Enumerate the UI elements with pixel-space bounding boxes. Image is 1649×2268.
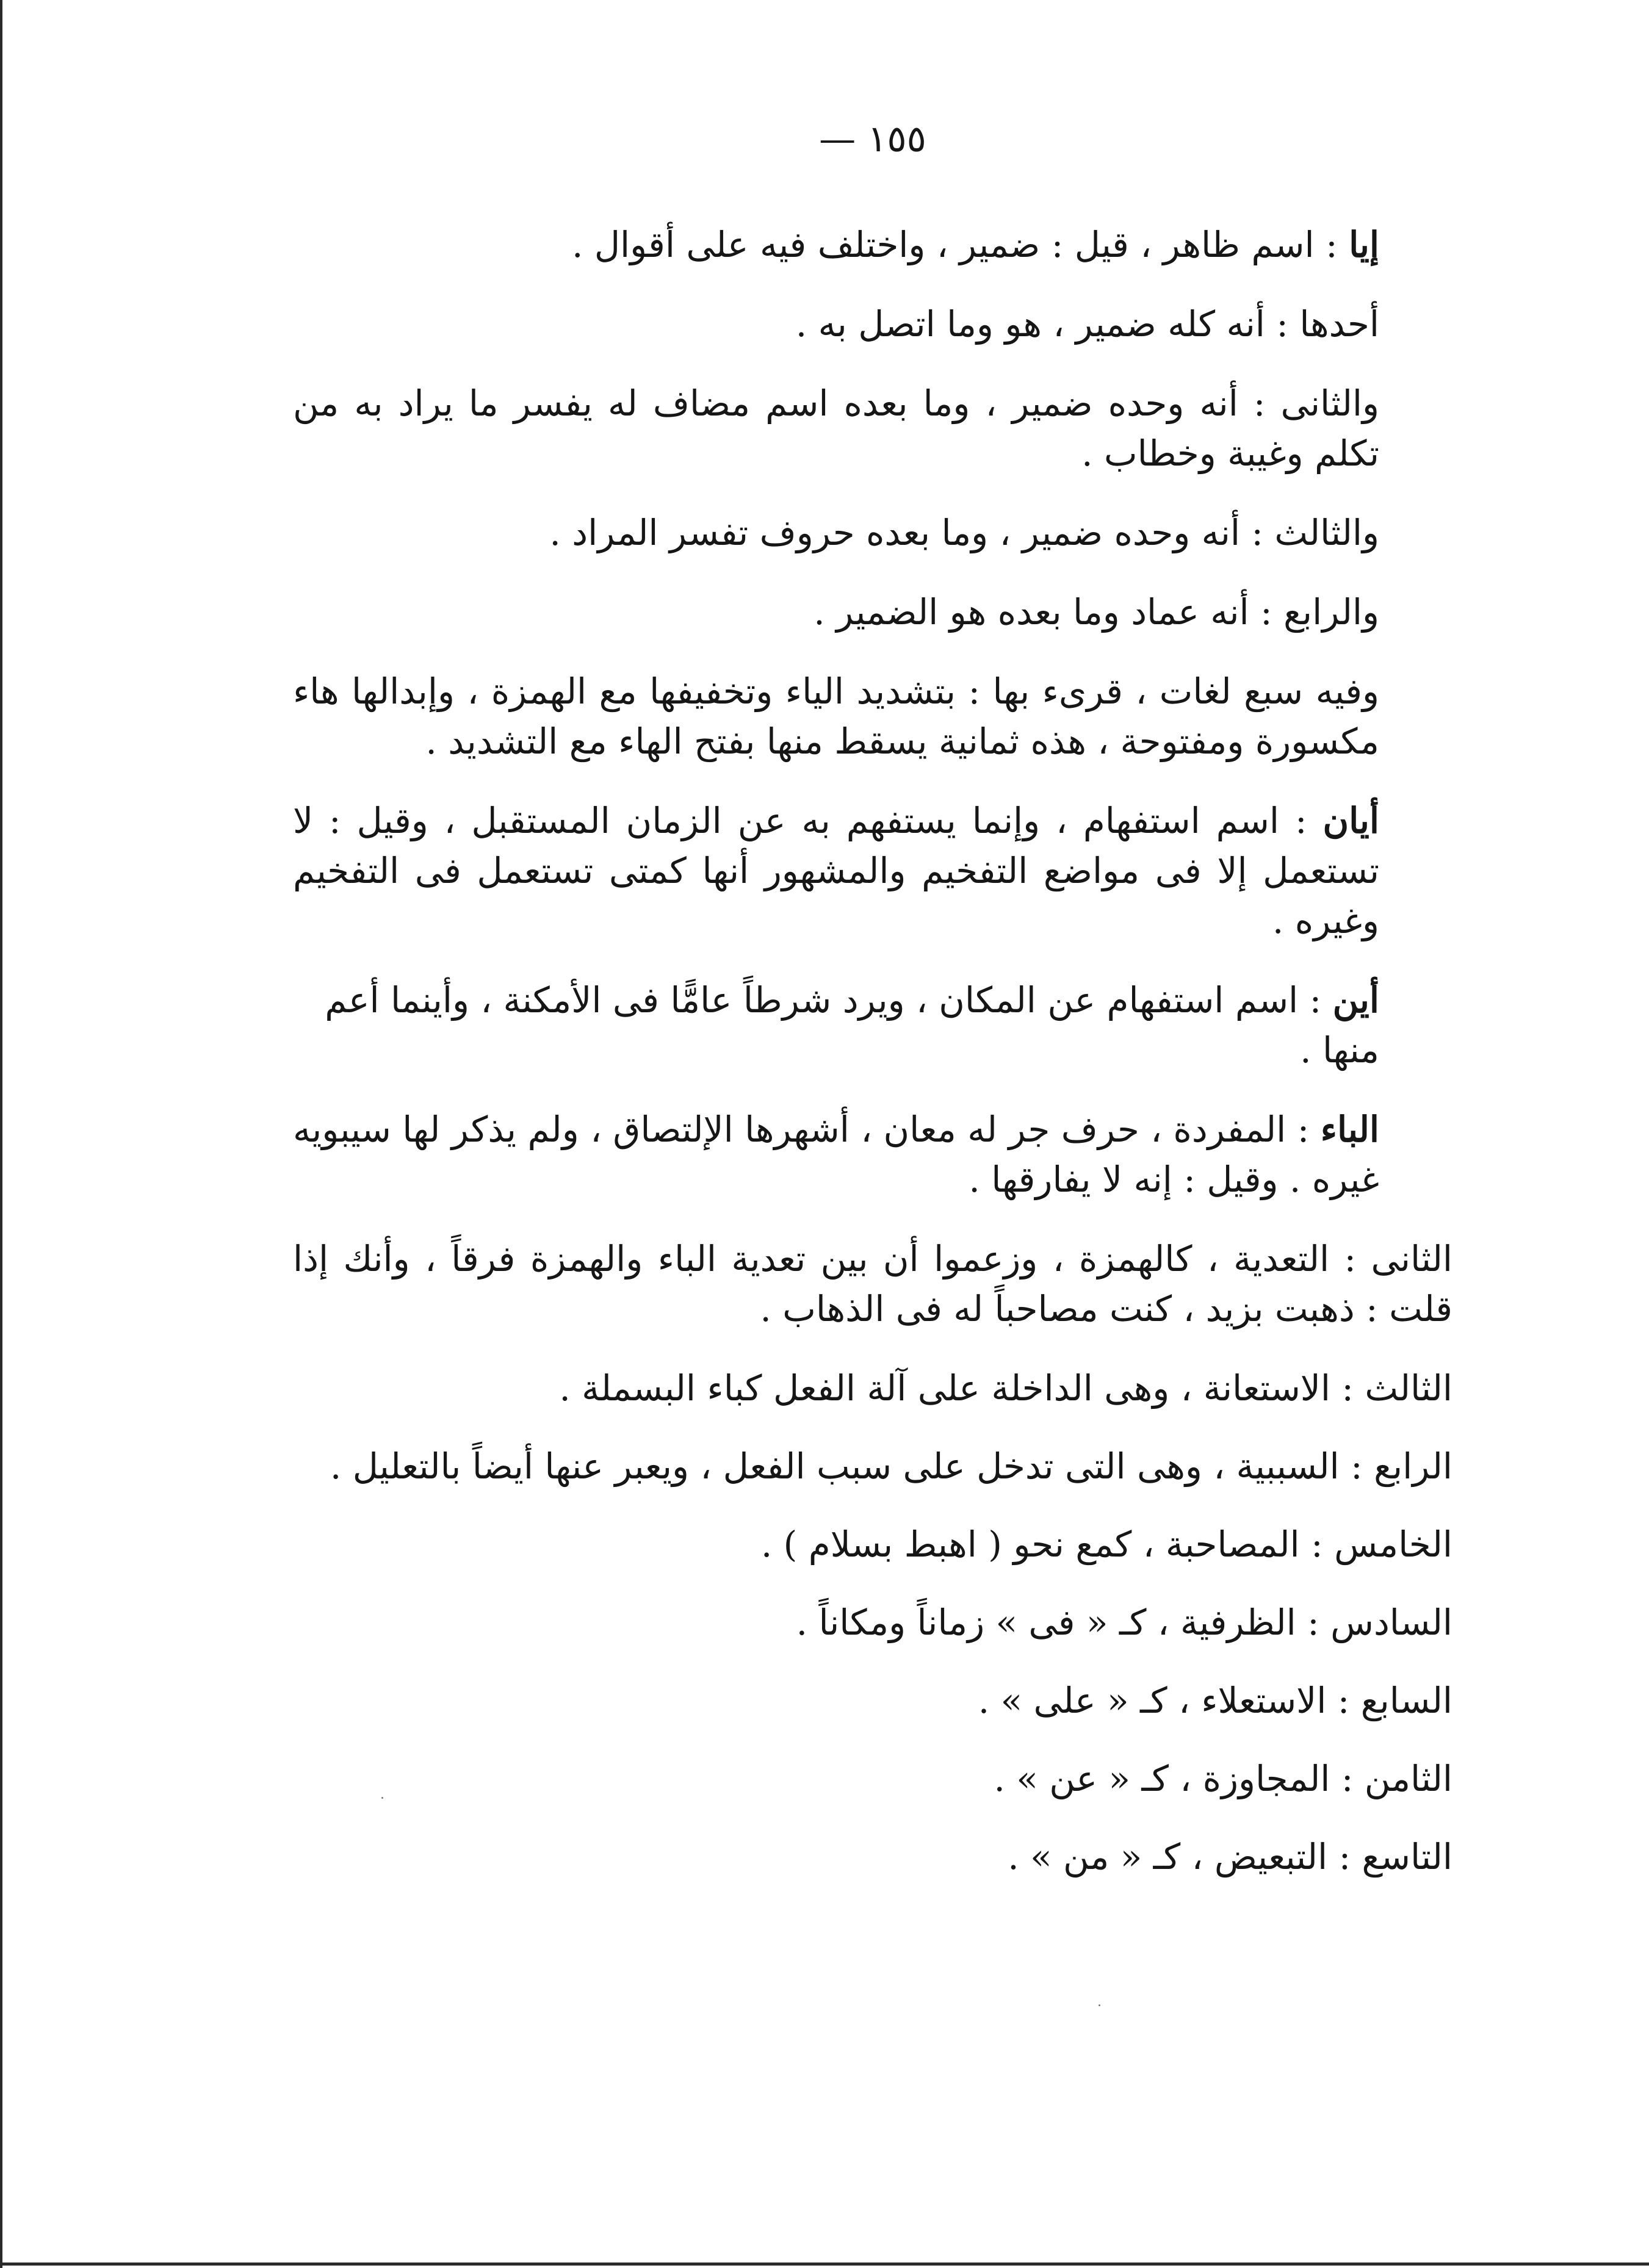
paragraph-text: الثامن : المجاوزة ، كـ « عن » . xyxy=(994,1758,1452,1799)
entry-term: الباء xyxy=(1320,1109,1379,1150)
entry-term: أين xyxy=(1332,979,1379,1021)
paragraph-text: الرابع : السببية ، وهى التى تدخل على سبب الفعل ، ويعبر عنها أيضاً بالتعليل . xyxy=(330,1445,1452,1487)
scan-bottom-border xyxy=(0,2263,1649,2266)
paragraph-third-opinion xyxy=(293,508,1452,558)
paragraph-text: أحدها : أنه كله ضمير ، هو وما اتصل به . xyxy=(795,303,1379,345)
paragraph-text: والثانى : أنه وحده ضمير ، وما بعده اسم مضاف له يفسر ما يراد به من تكلم وغيبة وخطاب . xyxy=(293,383,1379,474)
paragraph-fourth-opinion xyxy=(293,587,1452,637)
scan-speck xyxy=(1099,2004,1100,2006)
sense-ninth xyxy=(293,1832,1452,1882)
sense-fifth xyxy=(293,1519,1452,1569)
entry-text: : اسم ظاهر ، قيل : ضمير ، واختلف فيه على أقوال . xyxy=(572,224,1349,265)
paragraph-first-opinion xyxy=(293,299,1452,349)
paragraph-second-opinion xyxy=(293,378,1452,478)
paragraph-text: السادس : الظرفية ، كـ « فى » زماناً ومكاناً . xyxy=(796,1602,1452,1643)
paragraph-text: التاسع : التبعيض ، كـ « من » . xyxy=(1008,1836,1452,1877)
paragraph-languages xyxy=(293,666,1452,766)
scan-speck xyxy=(381,1797,383,1799)
paragraph-text: الخامس : المصاحبة ، كمع نحو ( اهبط بسلام ) . xyxy=(760,1524,1452,1565)
paragraph-text: وفيه سبع لغات ، قرىء بها : بتشديد الياء وتخفيفها مع الهمزة ، وإبدالها هاء مكسورة ومفتوحة ، هذه ثمانية يسقط منها بفتح الهاء مع التشديد . xyxy=(293,671,1379,762)
page-number: ١٥٥ — xyxy=(819,118,926,160)
entry-term: إيا xyxy=(1349,224,1379,265)
entry-text: : اسم استفهام ، وإنما يستفهم به عن الزمان المستقبل ، وقيل : لا تستعمل إلا فى مواضع التفخيم والمشهور أنها كمتى تستعمل فى التفخيم وغيره . xyxy=(293,800,1379,941)
sense-second xyxy=(293,1234,1452,1334)
entry-term: أيان xyxy=(1322,800,1379,841)
scan-left-border xyxy=(0,0,2,2268)
paragraph-text: والرابع : أنه عماد وما بعده هو الضمير . xyxy=(814,591,1379,633)
entry-iya xyxy=(293,220,1452,270)
entry-text: : المفردة ، حرف جر له معان ، أشهرها الإلتصاق ، ولم يذكر لها سيبويه غيره . وقيل : إنه لا يفارقها . xyxy=(293,1109,1379,1200)
entry-ayna xyxy=(293,975,1452,1075)
entry-ba xyxy=(293,1104,1452,1204)
entry-text: : اسم استفهام عن المكان ، ويرد شرطاً عامًّا فى الأمكنة ، وأينما أعم منها . xyxy=(325,979,1379,1071)
sense-seventh xyxy=(293,1676,1452,1726)
arabic-body-text xyxy=(293,220,1452,1910)
paragraph-text: الثالث : الاستعانة ، وهى الداخلة على آلة الفعل كباء البسملة . xyxy=(559,1367,1452,1409)
sense-third xyxy=(293,1363,1452,1413)
sense-sixth xyxy=(293,1597,1452,1647)
sense-eighth xyxy=(293,1754,1452,1804)
paragraph-text: السابع : الاستعلاء ، كـ « على » . xyxy=(978,1680,1452,1721)
paragraph-text: والثالث : أنه وحده ضمير ، وما بعده حروف تفسر المراد . xyxy=(549,512,1379,553)
sense-fourth xyxy=(293,1441,1452,1491)
entry-ayyana xyxy=(293,796,1452,946)
paragraph-text: الثانى : التعدية ، كالهمزة ، وزعموا أن بين تعدية الباء والهمزة فرقاً ، وأنك إذا قلت : ذهبت بزيد ، كنت مصاحباً له فى الذهاب . xyxy=(293,1238,1452,1330)
